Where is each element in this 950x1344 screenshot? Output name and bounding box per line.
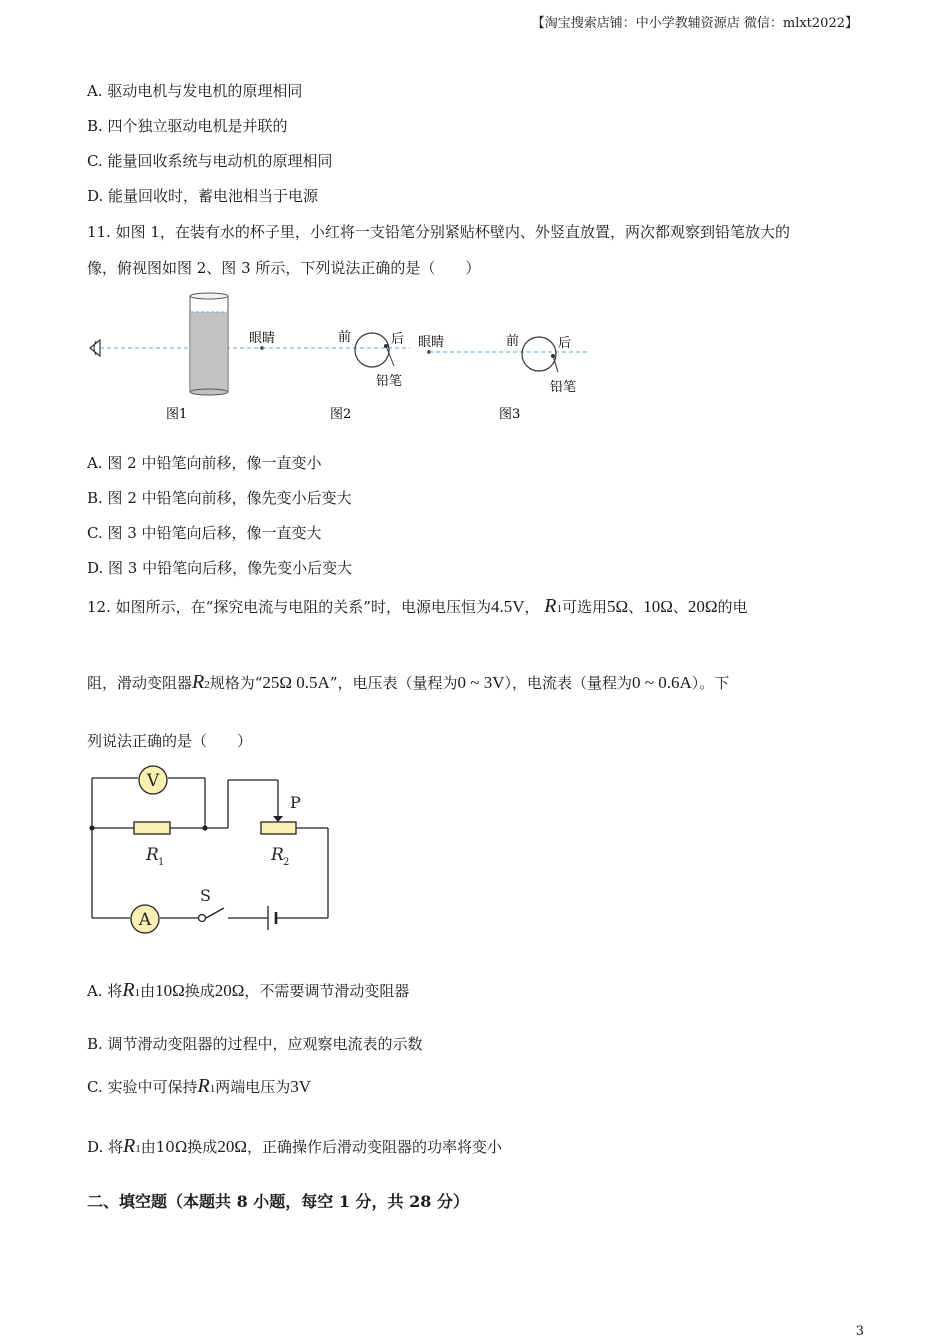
fig1-eye-icon bbox=[90, 340, 100, 356]
q10-option-b: B. 四个独立驱动电机是并联的 bbox=[87, 117, 288, 135]
q11-option-b: B. 图 2 中铅笔向前移，像先变小后变大 bbox=[87, 489, 352, 507]
switch-contact-icon bbox=[199, 915, 206, 922]
q12-text: ， bbox=[524, 598, 540, 616]
q12-opt-to: 20Ω bbox=[217, 1137, 247, 1156]
fig2-pencil-label: 铅笔 bbox=[376, 374, 403, 389]
q12-opt-text: ，正确操作后滑动变阻器的功率将变小 bbox=[246, 1138, 502, 1156]
q12-opt-r-sub: 1 bbox=[134, 987, 141, 999]
voltmeter-icon bbox=[139, 766, 167, 794]
q12-opt-r-sub: 1 bbox=[209, 1083, 216, 1095]
fig1-caption: 图1 bbox=[166, 407, 188, 422]
q11-option-d: D. 图 3 中铅笔向后移，像先变小后变大 bbox=[87, 559, 353, 577]
junction-dot bbox=[202, 825, 207, 830]
q12-opt-text: D. 将 bbox=[87, 1138, 124, 1156]
q12-opt-text: 换成 bbox=[187, 1138, 218, 1156]
q12-text: ），电流表（量程为 bbox=[504, 674, 632, 692]
resistor-r1-icon bbox=[134, 822, 170, 834]
q12-voltage: 4.5V bbox=[490, 597, 525, 616]
voltmeter-label: V bbox=[146, 771, 160, 791]
q12-text: 12. 如图所示，在“探究电流与电阻的关系”时，电源电压恒为 bbox=[87, 598, 491, 616]
q12-r1-subscript: 1 bbox=[556, 603, 563, 615]
switch-label: S bbox=[200, 886, 211, 905]
q12-text: 可选用 bbox=[562, 598, 608, 616]
q12-text: 阻，滑动变阻器 bbox=[87, 674, 193, 692]
junction-dot bbox=[89, 825, 94, 830]
q11-option-a: A. 图 2 中铅笔向前移，像一直变小 bbox=[87, 454, 322, 472]
q12-opt-voltage: 3V bbox=[290, 1077, 311, 1096]
q12-circuit bbox=[80, 758, 350, 943]
q12-opt-text: C. 实验中可保持 bbox=[87, 1078, 198, 1096]
q12-ammeter-range: 0 ~ 0.6A bbox=[632, 673, 692, 692]
q12-opt-text: 由 bbox=[140, 982, 156, 1000]
q12-opt-from: 10Ω bbox=[155, 981, 185, 1000]
q12-opt-r-sub: 1 bbox=[135, 1143, 141, 1155]
q12-opt-text: 换成 bbox=[184, 982, 215, 1000]
fig3-pencil-label: 铅笔 bbox=[550, 380, 577, 395]
q12-opt-to: 20Ω bbox=[214, 981, 245, 1000]
r2-label-sub: 2 bbox=[283, 857, 290, 868]
rheostat-r2-icon bbox=[261, 822, 296, 834]
fig2-front-label: 前 bbox=[338, 330, 352, 345]
q12-opt-text: 由 bbox=[140, 1138, 156, 1156]
fig2-caption: 图2 bbox=[330, 407, 352, 422]
q12-text: 的电 bbox=[717, 598, 748, 616]
q11-stem-line2: 像，俯视图如图 2、图 3 所示，下列说法正确的是（ ） bbox=[87, 259, 481, 277]
fig3-front-label: 前 bbox=[506, 334, 520, 349]
fig3-caption: 图3 bbox=[499, 407, 521, 422]
q12-option-a bbox=[87, 980, 409, 1003]
fig2-back-label: 后 bbox=[391, 332, 405, 347]
fig2-eye-label: 眼睛 bbox=[249, 331, 276, 346]
q12-opt-r-symbol: R bbox=[122, 979, 135, 1001]
q11-stem-line1: 11. 如图 1，在装有水的杯子里，小红将一支铅笔分别紧贴杯壁内、外竖直放置，两次都观察到铅笔放大的 bbox=[87, 223, 790, 241]
r1-label-sub: 1 bbox=[158, 857, 165, 868]
q12-text: ”，电压表（量程为 bbox=[329, 674, 458, 692]
q11-option-c: C. 图 3 中铅笔向后移，像一直变大 bbox=[87, 524, 322, 542]
q12-option-d bbox=[87, 1136, 502, 1159]
q12-rheostat-spec: 25Ω 0.5A bbox=[262, 673, 330, 692]
header-text: 【淘宝搜索店铺：中小学教辅资源店 微信：mlxt2022】 bbox=[531, 16, 858, 31]
fig3-cup-circle bbox=[522, 337, 556, 371]
q12-resistance-c: 20Ω bbox=[687, 597, 718, 616]
q12-resistance-b: 10Ω bbox=[643, 597, 673, 616]
section-title: 二、填空题（本题共 8 小题，每空 1 分，共 28 分） bbox=[87, 1192, 469, 1211]
q12-opt-text: A. 将 bbox=[87, 982, 123, 1000]
fig1-cup bbox=[190, 293, 228, 395]
q12-stem-line3: 列说法正确的是（ ） bbox=[87, 732, 253, 750]
slider-arrow-icon bbox=[273, 816, 283, 822]
q10-option-c: C. 能量回收系统与电动机的原理相同 bbox=[87, 152, 333, 170]
q12-stem-line1 bbox=[87, 596, 748, 619]
page-number: 3 bbox=[855, 1324, 864, 1339]
q12-resistance-a: 5Ω bbox=[607, 597, 629, 616]
slider-label: P bbox=[290, 793, 301, 812]
fig2-pencil-pointer bbox=[386, 346, 394, 366]
q12-voltmeter-range: 0 ~ 3V bbox=[457, 673, 505, 692]
q12-text: 、 bbox=[672, 598, 688, 616]
q12-stem-line2 bbox=[87, 672, 729, 695]
q12-option-c bbox=[87, 1076, 311, 1099]
fig3-eye-label: 眼睛 bbox=[418, 335, 445, 350]
r2-label: R bbox=[271, 845, 284, 865]
ammeter-label: A bbox=[138, 910, 152, 930]
fig2-cup-circle bbox=[355, 333, 389, 367]
q12-opt-text: 两端电压为 bbox=[215, 1078, 291, 1096]
q12-r2-symbol: R bbox=[192, 671, 205, 693]
q12-opt-r-symbol: R bbox=[123, 1135, 136, 1157]
q10-option-a: A. 驱动电机与发电机的原理相同 bbox=[87, 82, 303, 100]
q12-opt-from: 10Ω bbox=[155, 1138, 188, 1156]
q11-figure bbox=[80, 288, 600, 428]
r1-label: R bbox=[146, 845, 159, 865]
fig3-back-label: 后 bbox=[558, 336, 572, 351]
q12-text: 、 bbox=[628, 598, 644, 616]
q12-r2-subscript: 2 bbox=[204, 679, 210, 691]
q12-opt-text: ，不需要调节滑动变阻器 bbox=[244, 982, 410, 1000]
q12-text: ）。下 bbox=[691, 674, 730, 692]
q12-r1-symbol: R bbox=[544, 595, 557, 617]
q12-opt-r-symbol: R bbox=[197, 1075, 210, 1097]
ammeter-icon bbox=[131, 905, 159, 933]
q12-option-b: B. 调节滑动变阻器的过程中，应观察电流表的示数 bbox=[87, 1035, 423, 1053]
q10-option-d: D. 能量回收时，蓄电池相当于电源 bbox=[87, 187, 319, 205]
q12-text: 规格为“ bbox=[209, 674, 263, 692]
